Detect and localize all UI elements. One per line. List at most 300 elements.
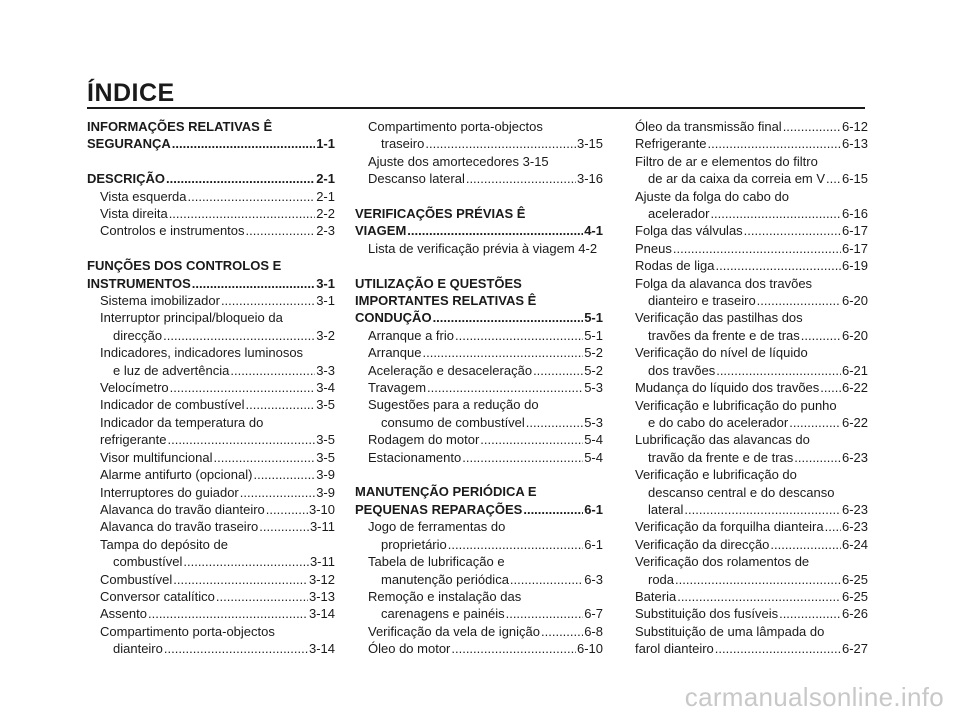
dot-leader: [825, 518, 841, 535]
toc-page-number: 5-4: [584, 449, 603, 465]
toc-page-number: 4-1: [584, 223, 603, 239]
toc-entry: [355, 518, 603, 553]
toc-entry: [87, 518, 335, 535]
toc-entry-title: VIAGEM: [355, 223, 407, 239]
toc-entry-title: Vista esquerda: [100, 188, 187, 204]
toc-entry: [622, 536, 868, 553]
toc-line: [622, 170, 868, 187]
toc-line: [622, 501, 868, 518]
toc-line: [355, 571, 603, 588]
toc-line: [87, 275, 335, 292]
toc-entry-title: Descanso lateral: [368, 171, 465, 187]
toc-line: [355, 135, 603, 152]
toc-entry-title: travões da frente e de tras: [648, 327, 800, 343]
toc-line: [87, 362, 335, 379]
toc-entry: [355, 623, 603, 640]
toc-entry-title: Alavanca do travão traseiro: [100, 519, 259, 535]
toc-entry-title: e do cabo do acelerador: [648, 414, 789, 430]
watermark: carmanualsonline.info: [684, 682, 944, 712]
toc-entry: [87, 536, 335, 571]
toc-entry: [622, 553, 868, 588]
toc-entry-title: Verificação e lubrificação do: [635, 467, 797, 483]
toc-line: [355, 640, 603, 657]
toc-section: [87, 118, 335, 153]
toc-page-number: 6-23: [841, 519, 868, 535]
toc-page-number: 5-3: [584, 414, 603, 430]
toc-entry-title: Arranque: [368, 345, 422, 361]
dot-leader: [783, 118, 841, 135]
toc-line: [355, 344, 603, 361]
toc-line: [622, 571, 868, 588]
toc-line: [622, 588, 868, 605]
toc-entry-title: combustível: [113, 554, 183, 570]
toc-entry-title: roda: [648, 571, 675, 587]
toc-entry-title: Remoção e instalação das: [368, 588, 522, 604]
dot-leader: [794, 449, 841, 466]
toc-entry: [87, 292, 335, 309]
toc-line: [87, 640, 335, 657]
dot-leader: [826, 170, 841, 187]
toc-entry-title: direcção: [113, 327, 163, 343]
dot-leader: [164, 640, 308, 657]
toc-entry-title: Indicadores, indicadores luminosos: [100, 345, 304, 361]
dot-leader: [221, 292, 315, 309]
toc-page-number: 6-20: [841, 293, 868, 309]
toc-line: [87, 396, 335, 413]
toc-entry-title: Óleo do motor: [368, 641, 451, 657]
toc-entry: [622, 309, 868, 344]
toc-line: [622, 518, 868, 535]
toc-page-number: 3-12: [308, 571, 335, 587]
toc-entry: [87, 449, 335, 466]
toc-entry: [355, 153, 603, 170]
toc-column-1: [87, 118, 335, 658]
toc-entry-title: Aceleração e desaceleração: [368, 362, 533, 378]
dot-leader: [710, 205, 841, 222]
toc-page-number: 6-26: [841, 606, 868, 622]
toc-entry-title: UTILIZAÇÃO E QUESTÕES: [355, 275, 522, 291]
toc-entry-title: FUNÇÕES DOS CONTROLOS E: [87, 258, 282, 274]
toc-entry-title: Verificação das pastilhas dos: [635, 310, 803, 326]
toc-page-number: 5-2: [584, 362, 603, 378]
toc-line: [355, 379, 603, 396]
toc-entry-title: Folga da alavanca dos travões: [635, 275, 813, 291]
toc-page-number: 6-23: [841, 501, 868, 517]
toc-entry-title: Indicador de combustível: [100, 397, 245, 413]
toc-page-number: 6-19: [841, 258, 868, 274]
toc-page-number: 6-12: [841, 119, 868, 134]
toc-entry-title: Bateria: [635, 588, 677, 604]
toc-page-number: 3-5: [316, 449, 335, 465]
toc-entry-title: PEQUENAS REPARAÇÕES: [355, 501, 523, 517]
dot-leader: [167, 431, 315, 448]
toc-entry-title: carenagens e painéis: [381, 606, 505, 622]
toc-entry: [622, 518, 868, 535]
toc-page-number: 6-13: [841, 136, 868, 152]
toc-entry-title: manutenção periódica: [381, 571, 509, 587]
toc-entry-title: Arranque a frio: [368, 327, 454, 343]
toc-entry: [355, 170, 603, 187]
dot-leader: [148, 605, 308, 622]
dot-leader: [715, 640, 841, 657]
toc-entry: [622, 188, 868, 223]
toc-page-number: 6-1: [584, 501, 603, 517]
toc-page-number: 3-5: [316, 397, 335, 413]
dot-leader: [677, 588, 841, 605]
toc-entry-title: Substituição de uma lâmpada do: [635, 623, 825, 639]
toc-page-number: 6-21: [841, 362, 868, 378]
toc-line: [622, 414, 868, 431]
toc-page-number: 5-3: [584, 380, 603, 396]
toc-page-number: 3-16: [576, 171, 603, 187]
toc-entry-title: Indicador da temperatura do: [100, 414, 264, 430]
toc-entry-title: Vista direita: [100, 206, 168, 222]
toc-entry: [622, 431, 868, 466]
toc-line: [355, 501, 603, 518]
toc-entry-title: proprietário: [381, 536, 447, 552]
dot-leader: [533, 362, 583, 379]
dot-leader: [708, 135, 841, 152]
toc-entry-title: travão da frente e de tras: [648, 449, 794, 465]
toc-entry: [87, 379, 335, 396]
toc-entry-title: Substituição dos fusíveis: [635, 606, 779, 622]
dot-leader: [770, 536, 841, 553]
toc-page-number: 3-11: [309, 519, 335, 535]
toc-line: [622, 640, 868, 657]
toc-entry: [622, 605, 868, 622]
toc-section: [355, 483, 603, 518]
dot-leader: [455, 327, 583, 344]
dot-leader: [259, 518, 309, 535]
toc-entry-title: descanso central e do descanso: [648, 484, 835, 500]
toc-entry-title: MANUTENÇÃO PERIÓDICA E: [355, 484, 537, 500]
toc-entry: [87, 188, 335, 205]
toc-entry: [622, 466, 868, 518]
dot-leader: [801, 327, 841, 344]
dot-leader: [789, 414, 841, 431]
toc-page-number: 3-1: [316, 293, 335, 309]
dot-leader: [820, 379, 841, 396]
toc-entry: [355, 640, 603, 657]
dot-leader: [673, 240, 841, 257]
dot-leader: [407, 222, 583, 239]
toc-page-number: 6-7: [584, 606, 603, 622]
toc-page-number: 3-3: [316, 362, 335, 378]
toc-page-number: 5-4: [584, 432, 603, 448]
toc-entry: [622, 153, 868, 188]
toc-page-number: 2-3: [316, 223, 335, 239]
dot-leader: [253, 466, 315, 483]
dot-leader: [433, 309, 584, 326]
dot-leader: [506, 605, 584, 622]
toc-entry-title: SEGURANÇA: [87, 136, 171, 152]
toc-entry-title: Sistema imobilizador: [100, 293, 220, 309]
toc-page-number: 6-24: [841, 536, 868, 552]
toc-page-number: 6-23: [841, 449, 868, 465]
toc-entry-title: consumo de combustível: [381, 414, 525, 430]
dot-leader: [510, 571, 583, 588]
toc-entry-title: Verificação da vela de ignição: [368, 623, 541, 639]
dot-leader: [188, 188, 316, 205]
toc-entry-title: Interruptores do guiador: [100, 484, 239, 500]
toc-line: [622, 327, 868, 344]
toc-entry: [622, 257, 868, 274]
toc-line: [622, 240, 868, 257]
toc-line: [87, 484, 335, 501]
toc-entry-title: Verificação dos rolamentos de: [635, 554, 810, 570]
toc-entry-title: lateral: [648, 501, 684, 517]
toc-line: [355, 327, 603, 344]
toc-entry-title: farol dianteiro: [635, 641, 714, 657]
toc-line: [355, 605, 603, 622]
toc-entry: [355, 118, 603, 153]
toc-entry-title: Refrigerante: [635, 136, 707, 152]
toc-page-number: 3-9: [316, 484, 335, 500]
toc-line: [622, 118, 868, 135]
toc-page-number: 3-11: [309, 554, 335, 570]
dot-leader: [163, 327, 315, 344]
toc-line: [87, 170, 335, 187]
toc-line: [355, 222, 603, 239]
toc-line: [87, 188, 335, 205]
toc-entry-title: Mudança do líquido dos travões: [635, 380, 820, 396]
dot-leader: [451, 640, 576, 657]
toc-page-number: 6-15: [841, 171, 868, 187]
toc-page-number: 3-10: [308, 501, 335, 517]
toc-entry: [355, 449, 603, 466]
toc-entry: [622, 240, 868, 257]
dot-leader: [757, 292, 841, 309]
toc-line: [355, 449, 603, 466]
toc-entry-title: refrigerante: [100, 432, 167, 448]
toc-entry-title: Folga das válvulas: [635, 223, 743, 239]
toc-page-number: 3-14: [308, 641, 335, 657]
toc-section: [355, 205, 603, 240]
toc-entry-title: Alarme antifurto (opcional): [100, 467, 253, 483]
toc-entry: [622, 275, 868, 310]
toc-entry-title: e luz de advertência: [113, 362, 230, 378]
toc-line: [622, 222, 868, 239]
dot-leader: [427, 379, 583, 396]
toc-line: [87, 292, 335, 309]
toc-page-number: 5-1: [584, 310, 603, 326]
toc-entry: [87, 396, 335, 413]
toc-entry-title: Rodas de liga: [635, 258, 715, 274]
dot-leader: [246, 222, 316, 239]
toc-line: [87, 327, 335, 344]
toc-entry: [87, 414, 335, 449]
toc-entry: [622, 135, 868, 152]
dot-leader: [172, 135, 315, 152]
dot-leader: [448, 536, 583, 553]
toc-page-number: 6-1: [584, 536, 603, 552]
toc-entry-title: Óleo da transmissão final: [635, 119, 782, 134]
toc-entry-title: Verificação da direcção: [635, 536, 770, 552]
toc-line: [355, 309, 603, 326]
dot-leader: [523, 501, 583, 518]
dot-leader: [183, 553, 309, 570]
toc-entry-title: Verificação e lubrificação do punho: [635, 397, 837, 413]
dot-leader: [230, 362, 315, 379]
toc-entry-title: CONDUÇÃO: [355, 310, 432, 326]
dot-leader: [744, 222, 841, 239]
toc-page-number: 2-1: [316, 171, 335, 187]
toc-page-number: 6-27: [841, 641, 868, 657]
toc-entry-title: Compartimento porta-objectos: [100, 623, 275, 639]
toc-page-number: 2-2: [316, 206, 335, 222]
toc-page-number: 3-14: [308, 606, 335, 622]
toc-line: [87, 553, 335, 570]
toc-entry-title: Ajuste dos amortecedores 3-15: [368, 153, 549, 169]
toc-page-number: 3-5: [316, 432, 335, 448]
toc-line: [622, 257, 868, 274]
toc-entry: [622, 623, 868, 658]
toc-entry: [355, 327, 603, 344]
toc-entry-title: dianteiro: [113, 641, 163, 657]
toc-entry-title: Alavanca do travão dianteiro: [100, 501, 265, 517]
toc-entry-title: VERIFICAÇÕES PRÉVIAS Ê: [355, 206, 526, 222]
toc-entry-title: Travagem: [368, 380, 427, 396]
toc-entry: [622, 118, 868, 135]
toc-page-number: 6-17: [841, 240, 868, 256]
toc-page-number: 6-22: [841, 380, 868, 396]
toc-line: [87, 571, 335, 588]
toc-entry-title: Sugestões para a redução do: [368, 397, 539, 413]
toc-line: [87, 205, 335, 222]
toc-line: [355, 536, 603, 553]
toc-entry-title: Verificação do nível de líquido: [635, 345, 808, 361]
toc-entry-title: acelerador: [648, 206, 710, 222]
toc-entry: [622, 397, 868, 432]
toc-entry-title: Visor multifuncional: [100, 449, 213, 465]
toc-entry-title: Lista de verificação prévia à viagem 4-2: [368, 240, 598, 256]
toc-entry-title: dianteiro e traseiro: [648, 293, 756, 309]
toc-column-3: [622, 118, 868, 658]
toc-entry: [87, 466, 335, 483]
toc-entry: [87, 309, 335, 344]
toc-page-number: 6-22: [841, 414, 868, 430]
toc-entry: [355, 344, 603, 361]
dot-leader: [684, 501, 841, 518]
toc-line: [87, 588, 335, 605]
dot-leader: [246, 396, 316, 413]
toc-page-number: 6-10: [576, 641, 603, 657]
toc-line: [87, 222, 335, 239]
toc-entry: [355, 396, 603, 431]
toc-line: [622, 135, 868, 152]
toc-entry: [622, 379, 868, 396]
toc-entry-title: Estacionamento: [368, 449, 462, 465]
toc-line: [622, 379, 868, 396]
toc-line: [355, 362, 603, 379]
toc-page-number: 3-4: [316, 380, 335, 396]
toc-section: [355, 275, 603, 327]
toc-entry-title: IMPORTANTES RELATIVAS Ê: [355, 293, 537, 309]
toc-page-number: 3-15: [576, 136, 603, 152]
toc-entry-title: INSTRUMENTOS: [87, 275, 191, 291]
toc-entry-title: Rodagem do motor: [368, 432, 480, 448]
toc-page-number: 3-1: [316, 275, 335, 291]
toc-entry-title: INFORMAÇÕES RELATIVAS Ê: [87, 119, 273, 134]
toc-page-number: 3-13: [308, 588, 335, 604]
toc-entry-title: de ar da caixa da correia em V: [648, 171, 826, 187]
toc-line: [622, 292, 868, 309]
toc-line: [87, 135, 335, 152]
toc-line: [622, 449, 868, 466]
toc-page-number: 6-25: [841, 588, 868, 604]
toc-line: [355, 170, 603, 187]
toc-page-number: 6-25: [841, 571, 868, 587]
dot-leader: [266, 501, 308, 518]
toc-page-number: 6-3: [584, 571, 603, 587]
toc-entry: [87, 623, 335, 658]
dot-leader: [480, 431, 583, 448]
toc-entry-title: Conversor catalítico: [100, 588, 215, 604]
dot-leader: [240, 484, 315, 501]
toc-entry: [355, 553, 603, 588]
dot-leader: [213, 449, 315, 466]
toc-entry-title: Controlos e instrumentos: [100, 223, 245, 239]
toc-page-number: 3-9: [316, 467, 335, 483]
toc-entry: [355, 362, 603, 379]
dot-leader: [169, 205, 316, 222]
toc-line: [87, 605, 335, 622]
dot-leader: [462, 449, 583, 466]
toc-entry-title: Compartimento porta-objectos: [368, 119, 543, 134]
toc-entry-title: Filtro de ar e elementos do filtro: [635, 153, 818, 169]
dot-leader: [216, 588, 308, 605]
toc-entry-title: Ajuste da folga do cabo do: [635, 188, 789, 204]
toc-page-number: 5-1: [584, 327, 603, 343]
dot-leader: [526, 414, 583, 431]
toc-entry-title: Velocímetro: [100, 380, 169, 396]
toc-page-number: 6-8: [584, 623, 603, 639]
toc-entry-title: Verificação da forquilha dianteira: [635, 519, 824, 535]
toc-entry: [87, 205, 335, 222]
toc-entry: [355, 588, 603, 623]
toc-line: [622, 362, 868, 379]
toc-entry-title: Combustível: [100, 571, 173, 587]
toc-entry: [622, 222, 868, 239]
toc-entry-title: Assento: [100, 606, 147, 622]
toc-line: [622, 536, 868, 553]
dot-leader: [173, 571, 308, 588]
toc-page-number: 1-1: [316, 136, 335, 152]
toc-entry: [87, 222, 335, 239]
toc-line: [87, 501, 335, 518]
dot-leader: [675, 571, 841, 588]
dot-leader: [541, 623, 583, 640]
title-rule: [87, 107, 865, 109]
toc-entry-title: traseiro: [381, 136, 425, 152]
toc-entry-title: Tampa do depósito de: [100, 536, 228, 552]
toc-entry-title: Jogo de ferramentas do: [368, 519, 506, 535]
toc-entry: [87, 484, 335, 501]
dot-leader: [170, 379, 316, 396]
toc-entry-title: Tabela de lubrificação e: [368, 554, 505, 570]
toc-column-2: [355, 118, 603, 658]
toc-entry: [87, 605, 335, 622]
toc-entry: [87, 571, 335, 588]
dot-leader: [779, 605, 841, 622]
toc-page-number: 5-2: [584, 345, 603, 361]
dot-leader: [425, 135, 576, 152]
dot-leader: [192, 275, 315, 292]
toc-line: [87, 379, 335, 396]
toc-line: [355, 431, 603, 448]
toc-line: [87, 431, 335, 448]
dot-leader: [466, 170, 576, 187]
